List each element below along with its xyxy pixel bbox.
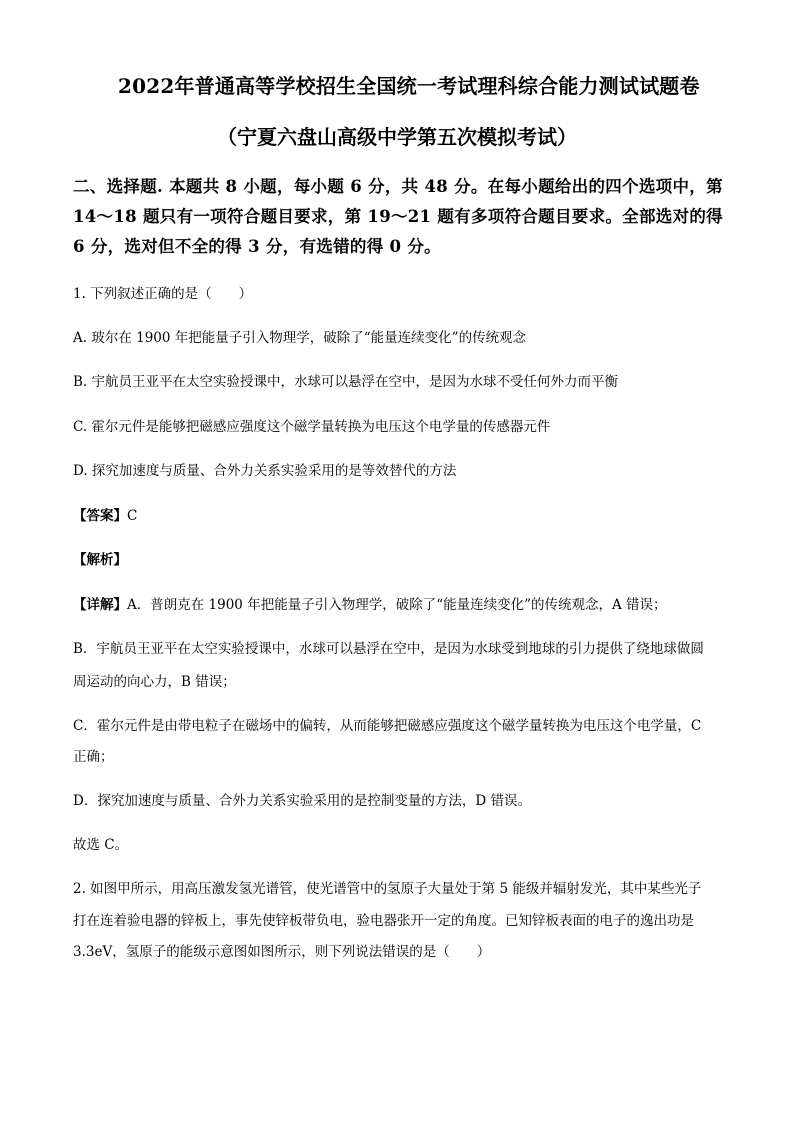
section-instructions: 二、选择题. 本题共 8 小题，每小题 6 分，共 48 分。在每小题给出的四个选项中，第 14～18 题只有一项符合题目要求，第 19～21 题有多项符合题目要求。全部选对的得 6 分，选对但不全的得 3 分，有选错的得 0 分。 [73, 177, 723, 256]
question-1-option-c: C. 霍尔元件是能够把磁感应强度这个磁学量转换为电压这个电学量的传感器元件 [73, 419, 551, 435]
exam-title: 2022年普通高等学校招生全国统一考试理科综合能力测试试题卷 [118, 74, 700, 98]
question-1-detail-line: B．宇航员王亚平在太空实验授课中，水球可以悬浮在空中，是因为水球受到地球的引力提供了绕地球做圆 [73, 641, 704, 657]
question-2-text-line: 3.3eV，氢原子的能级示意图如图所示，则下列说法错误的是（ ） [73, 944, 491, 960]
answer-value: C [127, 508, 138, 524]
question-1-detail-line [73, 594, 733, 616]
question-1-detail-line: C．霍尔元件是由带电粒子在磁场中的偏转，从而能够把磁感应强度这个磁学量转换为电压这个电学量，C [73, 718, 702, 734]
detail-label: 【详解】 [73, 597, 127, 613]
question-1-option-a: A. 玻尔在 1900 年把能量子引入物理学，破除了“能量连续变化”的传统观念 [73, 330, 527, 346]
question-1-answer [73, 505, 733, 527]
question-1-stem: 1. 下列叙述正确的是（ ） [73, 286, 253, 302]
question-1-detail-line: 周运动的向心力，B 错误； [73, 674, 236, 690]
answer-label: 【答案】 [73, 508, 127, 524]
question-2-text-line: 打在连着验电器的锌板上，事先使锌板带负电，验电器张开一定的角度。已知锌板表面的电子的逸出功是 [73, 913, 694, 929]
question-1-detail-line: 正确； [73, 749, 114, 765]
question-1-option-d: D. 探究加速度与质量、合外力关系实验采用的是等效替代的方法 [73, 463, 457, 479]
question-1-analysis-label: 【解析】 [73, 552, 127, 568]
question-1-detail-line: D．探究加速度与质量、合外力关系实验采用的是控制变量的方法，D 错误。 [73, 793, 531, 809]
question-2-text-line: 2. 如图甲所示，用高压激发氢光谱管，使光谱管中的氢原子大量处于第 5 能级并辐射发光，其中某些光子 [73, 881, 702, 897]
detail-text: A．普朗克在 1900 年把能量子引入物理学，破除了“能量连续变化”的传统观念，A 错误； [127, 597, 667, 613]
exam-subtitle: （宁夏六盘山高级中学第五次模拟考试） [217, 125, 577, 149]
question-1-option-b: B. 宇航员王亚平在太空实验授课中，水球可以悬浮在空中，是因为水球不受任何外力而平衡 [73, 374, 619, 390]
question-1-conclusion: 故选 C。 [73, 837, 129, 853]
